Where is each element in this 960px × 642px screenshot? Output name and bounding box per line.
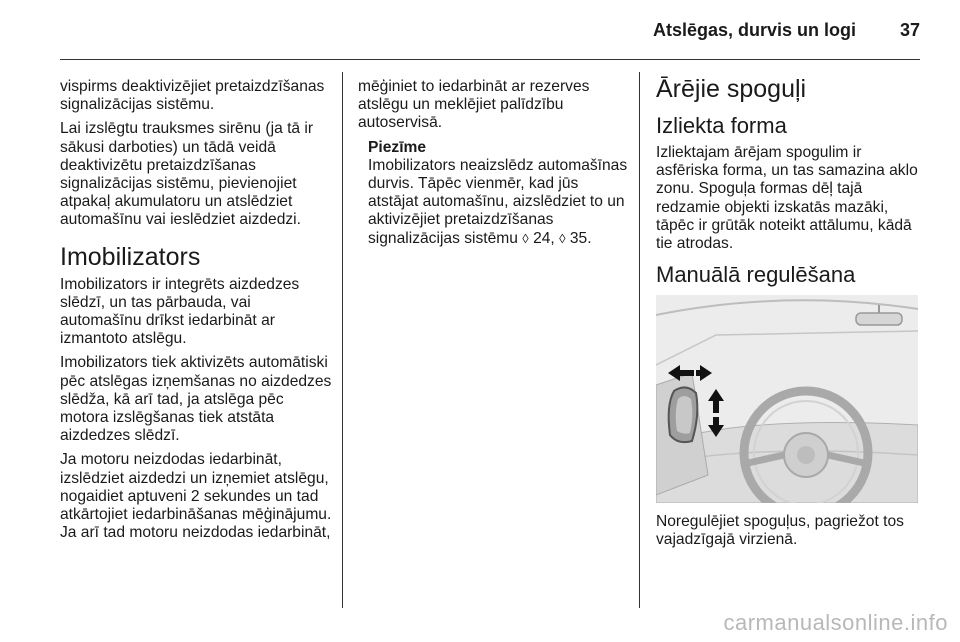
note-text: Imobilizators neaizslēdz automašīnas durvis. Tāpēc vienmēr, kad jūs atstājat automašīnu, aizslēdziet to un aktivizējiet pretaizdzīšanas signalizācijas sistēmu — [368, 156, 628, 247]
subheading-manual-adjustment: Manuālā regulēšana — [656, 262, 856, 288]
subheading-convex-shape: Izliekta forma — [656, 113, 787, 138]
note-label: Piezīme — [368, 138, 427, 156]
paragraph: Noregulējiet spoguļus, pagriežot tos vajadzīgajā virzienā. — [656, 513, 904, 549]
page-reference-link[interactable]: 35. — [569, 229, 592, 247]
page-header — [60, 14, 920, 50]
reference-arrow-icon: ◊ — [522, 230, 529, 246]
page-reference-link[interactable]: 24, — [533, 229, 555, 247]
paragraph: Izliektajam ārējam spogulim ir asfēriska forma, un tas samazina aklo zonu. Spoguļa formas dēļ tajā redzamie objekti izskatās mazāki, tāpēc ir grūtāk noteikt attālumu, kādā tie atrodas. — [656, 144, 918, 253]
reference-arrow-icon: ◊ — [559, 230, 566, 246]
paragraph: mēģiniet to iedarbināt ar rezerves atslēgu un meklējiet palīdzību autoservisā. — [358, 78, 590, 132]
header-title: Atslēgas, durvis un logi — [652, 20, 856, 40]
paragraph: Imobilizators ir integrēts aizdedzes slēdzī, un tas pārbauda, vai automašīnu drīkst iedarbināt ar izmantoto atslēgu. — [60, 275, 300, 348]
paragraph: Imobilizators tiek aktivizēts automātiski pēc atslēgas izņemšanas no aizdedzes slēdža, kā arī tad, ja atslēga pēc motora izslēgšanas tiek atstāta aizdedzes slēdzī. — [60, 354, 332, 445]
column-3 — [656, 74, 928, 556]
note-box — [368, 139, 628, 248]
column-2 — [358, 78, 628, 248]
paragraph: Lai izslēgtu trauksmes sirēnu (ja tā ir sākusi darboties) un tādā veidā deaktivizētu pretaizdzīšanas signalizācijas sistēmu, pievienojiet atpakaļ akumulatoru un atslēdziet automašīnu vai ieslēdziet aizdedzi. — [60, 120, 314, 229]
rearview-mirror-icon — [856, 313, 902, 325]
column-1 — [60, 78, 332, 548]
watermark-text: carmanualsonline.info — [723, 610, 948, 635]
paragraph: Ja motoru neizdodas iedarbināt, izslēdziet aizdedzi un izņemiet atslēgu, nogaidiet aptuveni 2 sekundes un tad atkārtojiet iedarbināšanas mēģinājumu. Ja arī tad motoru neizdodas iedarbināt, — [60, 451, 332, 542]
column-divider-1 — [342, 72, 343, 608]
header-rule — [60, 59, 920, 60]
page-number: 37 — [899, 20, 920, 40]
paragraph: vispirms deaktivizējiet pretaizdzīšanas signalizācijas sistēmu. — [60, 78, 325, 114]
column-divider-2 — [639, 72, 640, 608]
section-heading-immobilizer: Imobilizators — [60, 242, 201, 271]
car-interior-drawing — [656, 295, 918, 503]
mirror-adjustment-illustration — [656, 295, 918, 503]
section-heading-exterior-mirrors: Ārējie spoguļi — [656, 75, 807, 103]
